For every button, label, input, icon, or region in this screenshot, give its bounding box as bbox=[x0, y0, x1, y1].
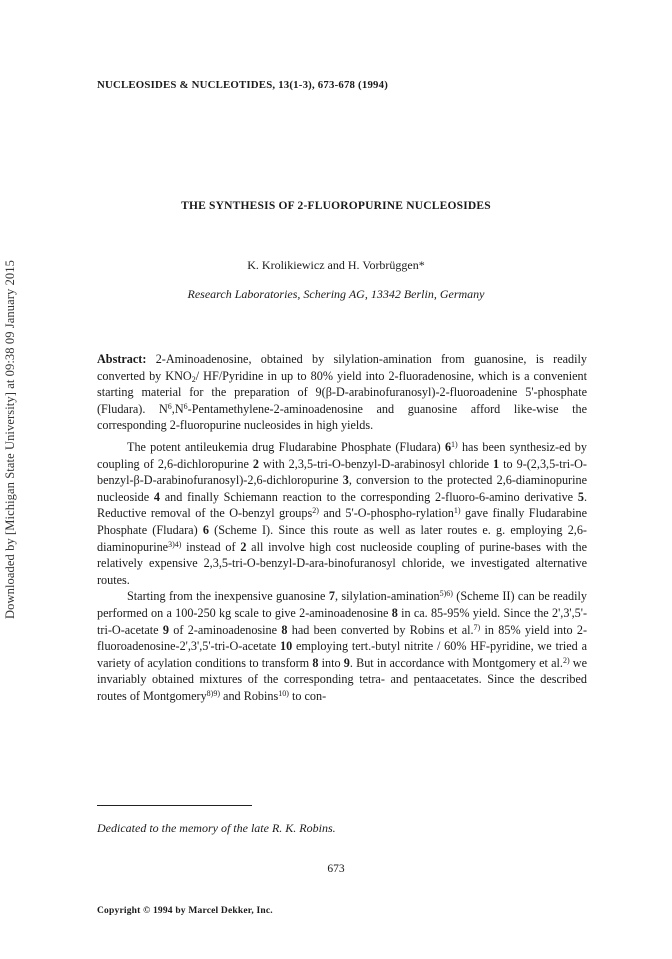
paragraph-1: The potent antileukemia drug Fludarabine Phosphate (Fludara) 6$^{1)}$ has been synthesiz-ed by coupling of 2,6-dichloropurine 2 with 2,3,5-tri-O-benzyl-D-arabinosyl chloride 1 to 9-(2,3,5-tri-O-benzyl-β-D-arabinofuranosyl)-2,6-dichloropurine 3, conversion to the protected 2,6-diaminopurine nucleoside 4 and finally Schiemann reaction to the corresponding 2-fluoro-6-amino derivative 5. Reductive removal of the O-benzyl groups$^{2)}$ and 5'-O-phospho-rylation$^{1)}$ gave finally Fludarabine Phosphate (Fludara) 6 (Scheme I). Since this route as well as later routes e. g. employing 2,6-diaminopurine$^{3)4)}$ instead of 2 all involve high cost nucleoside coupling of purine-bases with the relatively expensive 2,3,5-tri-O-benzyl-D-ara-binofuranosyl chloride, we investigated alternative routes. bbox=[97, 440, 587, 587]
paragraph-2: Starting from the inexpensive guanosine 7, silylation-amination$^{5)6)}$ (Scheme II) can be readily performed on a 100-250 kg scale to give 2-aminoadenosine 8 in ca. 85-95% yield. Since the 2',3',5'-tri-O-acetate 9 of 2-aminoadenosine 8 had been converted by Robins et al.$^{7)}$ in 85% yield into 2-fluoroadenosine-2',3',5'-tri-O-acetate 10 employing tert.-butyl nitrite / 60% HF-pyridine, we tried a variety of acylation conditions to transform 8 into 9. But in accordance with Montgomery et al.$^{2)}$ we invariably obtained mixtures of the corresponding tetra- and pentaacetates. Since the described routes of Montgomery$^{8)9)}$ and Robins$^{10)}$ to con- bbox=[97, 589, 587, 703]
abstract bbox=[97, 351, 587, 434]
copyright-notice: Copyright © 1994 by Marcel Dekker, Inc. bbox=[97, 906, 273, 916]
abstract-text: Abstract: 2-Aminoadenosine, obtained by silylation-amination from guanosine, is readily converted by $KNO_2/$ HF/Pyridine in up to 80% yield into 2-fluoradenosine, which is a convenient starting material for the preparation of 9(β-D-arabinofuranosyl)-2-fluoroadenine 5'-phosphate (Fludara). $N^6,N^6-Pentamethylene-2$-aminoadenosine and guanosine afford like-wise the corresponding 2-fluoropurine nucleosides in high yields. bbox=[97, 352, 588, 433]
dedication-footnote: Dedicated to the memory of the late R. K. Robins. bbox=[97, 821, 336, 835]
journal-header: NUCLEOSIDES & NUCLEOTIDES, 13(1-3), 673-678 (1994) bbox=[97, 79, 389, 91]
affiliation: Research Laboratories, Schering AG, 13342 Berlin, Germany bbox=[187, 287, 485, 301]
footnote-divider bbox=[97, 805, 252, 806]
authors: K. Krolikiewicz and H. Vorbrüggen* bbox=[247, 258, 425, 272]
main-body bbox=[97, 439, 587, 705]
download-stamp-text: Downloaded by [Michigan State University] at 09:38 09 January 2015 bbox=[2, 259, 17, 619]
download-stamp bbox=[2, 259, 18, 619]
page-number: 673 bbox=[327, 863, 345, 875]
abstract-label: Abstract: bbox=[97, 352, 147, 366]
paper-title: THE SYNTHESIS OF 2-FLUOROPURINE NUCLEOSIDES bbox=[181, 200, 491, 212]
